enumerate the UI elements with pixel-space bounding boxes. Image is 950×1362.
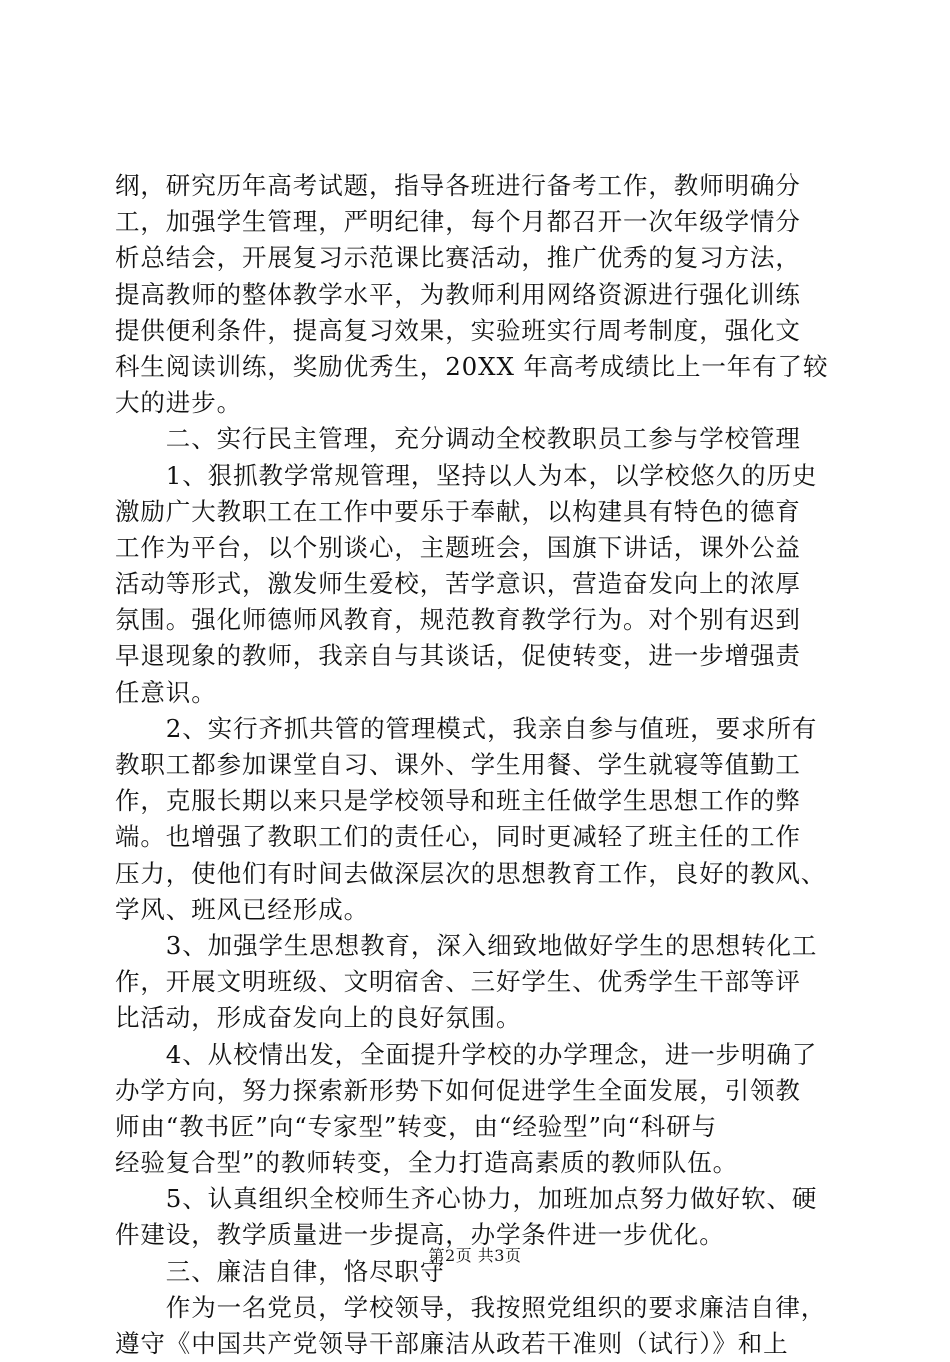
text-line: 大的进步。 [115, 388, 242, 418]
text-line: 办学方向，努力探索新形势下如何促进学生全面发展，引领教 [115, 1075, 801, 1105]
text-line: 作，开展文明班级、文明宿舍、三好学生、优秀学生干部等评 [115, 967, 801, 997]
text-line: 比活动，形成奋发向上的良好氛围。 [115, 1003, 522, 1033]
text-line: 提高教师的整体教学水平，为教师利用网络资源进行强化训练 [115, 279, 801, 309]
text-line: 作为一名党员，学校领导，我按照党组织的要求廉洁自律， [115, 1292, 827, 1322]
text-line: 激励广大教职工在工作中要乐于奉献，以构建具有特色的德育 [115, 496, 801, 526]
section-heading: 二、实行民主管理，充分调动全校教职员工参与学校管理 [115, 424, 801, 454]
text-line: 提供便利条件，提高复习效果，实验班实行周考制度，强化文 [115, 315, 801, 345]
text-line: 经验复合型”的教师转变，全力打造高素质的教师队伍。 [115, 1148, 739, 1178]
text-line: 遵守《中国共产党领导干部廉洁从政若干准则（试行）》和上 [115, 1329, 789, 1358]
text-line: 4、从校情出发，全面提升学校的办学理念，进一步明确了 [115, 1039, 818, 1069]
text-line: 2、实行齐抓共管的管理模式，我亲自参与值班，要求所有 [115, 713, 818, 743]
text-line: 氛围。强化师德师风教育，规范教育教学行为。对个别有迟到 [115, 605, 801, 635]
text-line: 活动等形式，激发师生爱校，苦学意识，营造奋发向上的浓厚 [115, 569, 801, 599]
text-line: 析总结会，开展复习示范课比赛活动，推广优秀的复习方法， [115, 243, 801, 273]
text-line: 科生阅读训练，奖励优秀生，20XX 年高考成绩比上一年有了较 [115, 351, 829, 381]
text-line: 任意识。 [115, 677, 217, 707]
text-line: 作，克服长期以来只是学校领导和班主任做学生思想工作的弊 [115, 786, 801, 816]
page-number-footer: 第2页 共3页 [428, 1246, 522, 1265]
text-line: 早退现象的教师，我亲自与其谈话，促使转变，进一步增强责 [115, 641, 801, 671]
section-heading: 三、廉洁自律，恪尽职守 [115, 1256, 446, 1286]
text-line: 工，加强学生管理，严明纪律，每个月都召开一次年级学情分 [115, 207, 801, 237]
text-line: 件建设，教学质量进一步提高，办学条件进一步优化。 [115, 1220, 725, 1250]
text-line: 3、加强学生思想教育，深入细致地做好学生的思想转化工 [115, 930, 818, 960]
text-line: 工作为平台，以个别谈心，主题班会，国旗下讲话，课外公益 [115, 532, 801, 562]
text-line: 教职工都参加课堂自习、课外、学生用餐、学生就寝等值勤工 [115, 750, 801, 779]
document-body [115, 168, 845, 1362]
text-line: 压力，使他们有时间去做深层次的思想教育工作，良好的教风、 [115, 858, 827, 888]
text-line: 师由“教书匠”向“专家型”转变，由“经验型”向“科研与 [115, 1111, 717, 1141]
text-line: 纲，研究历年高考试题，指导各班进行备考工作，教师明确分 [115, 171, 801, 200]
text-line: 5、认真组织全校师生齐心协力，加班加点努力做好软、硬 [115, 1184, 818, 1214]
text-line: 学风、班风已经形成。 [115, 894, 369, 924]
text-line: 端。也增强了教职工们的责任心，同时更减轻了班主任的工作 [115, 822, 801, 852]
text-line: 1、狠抓教学常规管理，坚持以人为本，以学校悠久的历史 [115, 460, 818, 490]
